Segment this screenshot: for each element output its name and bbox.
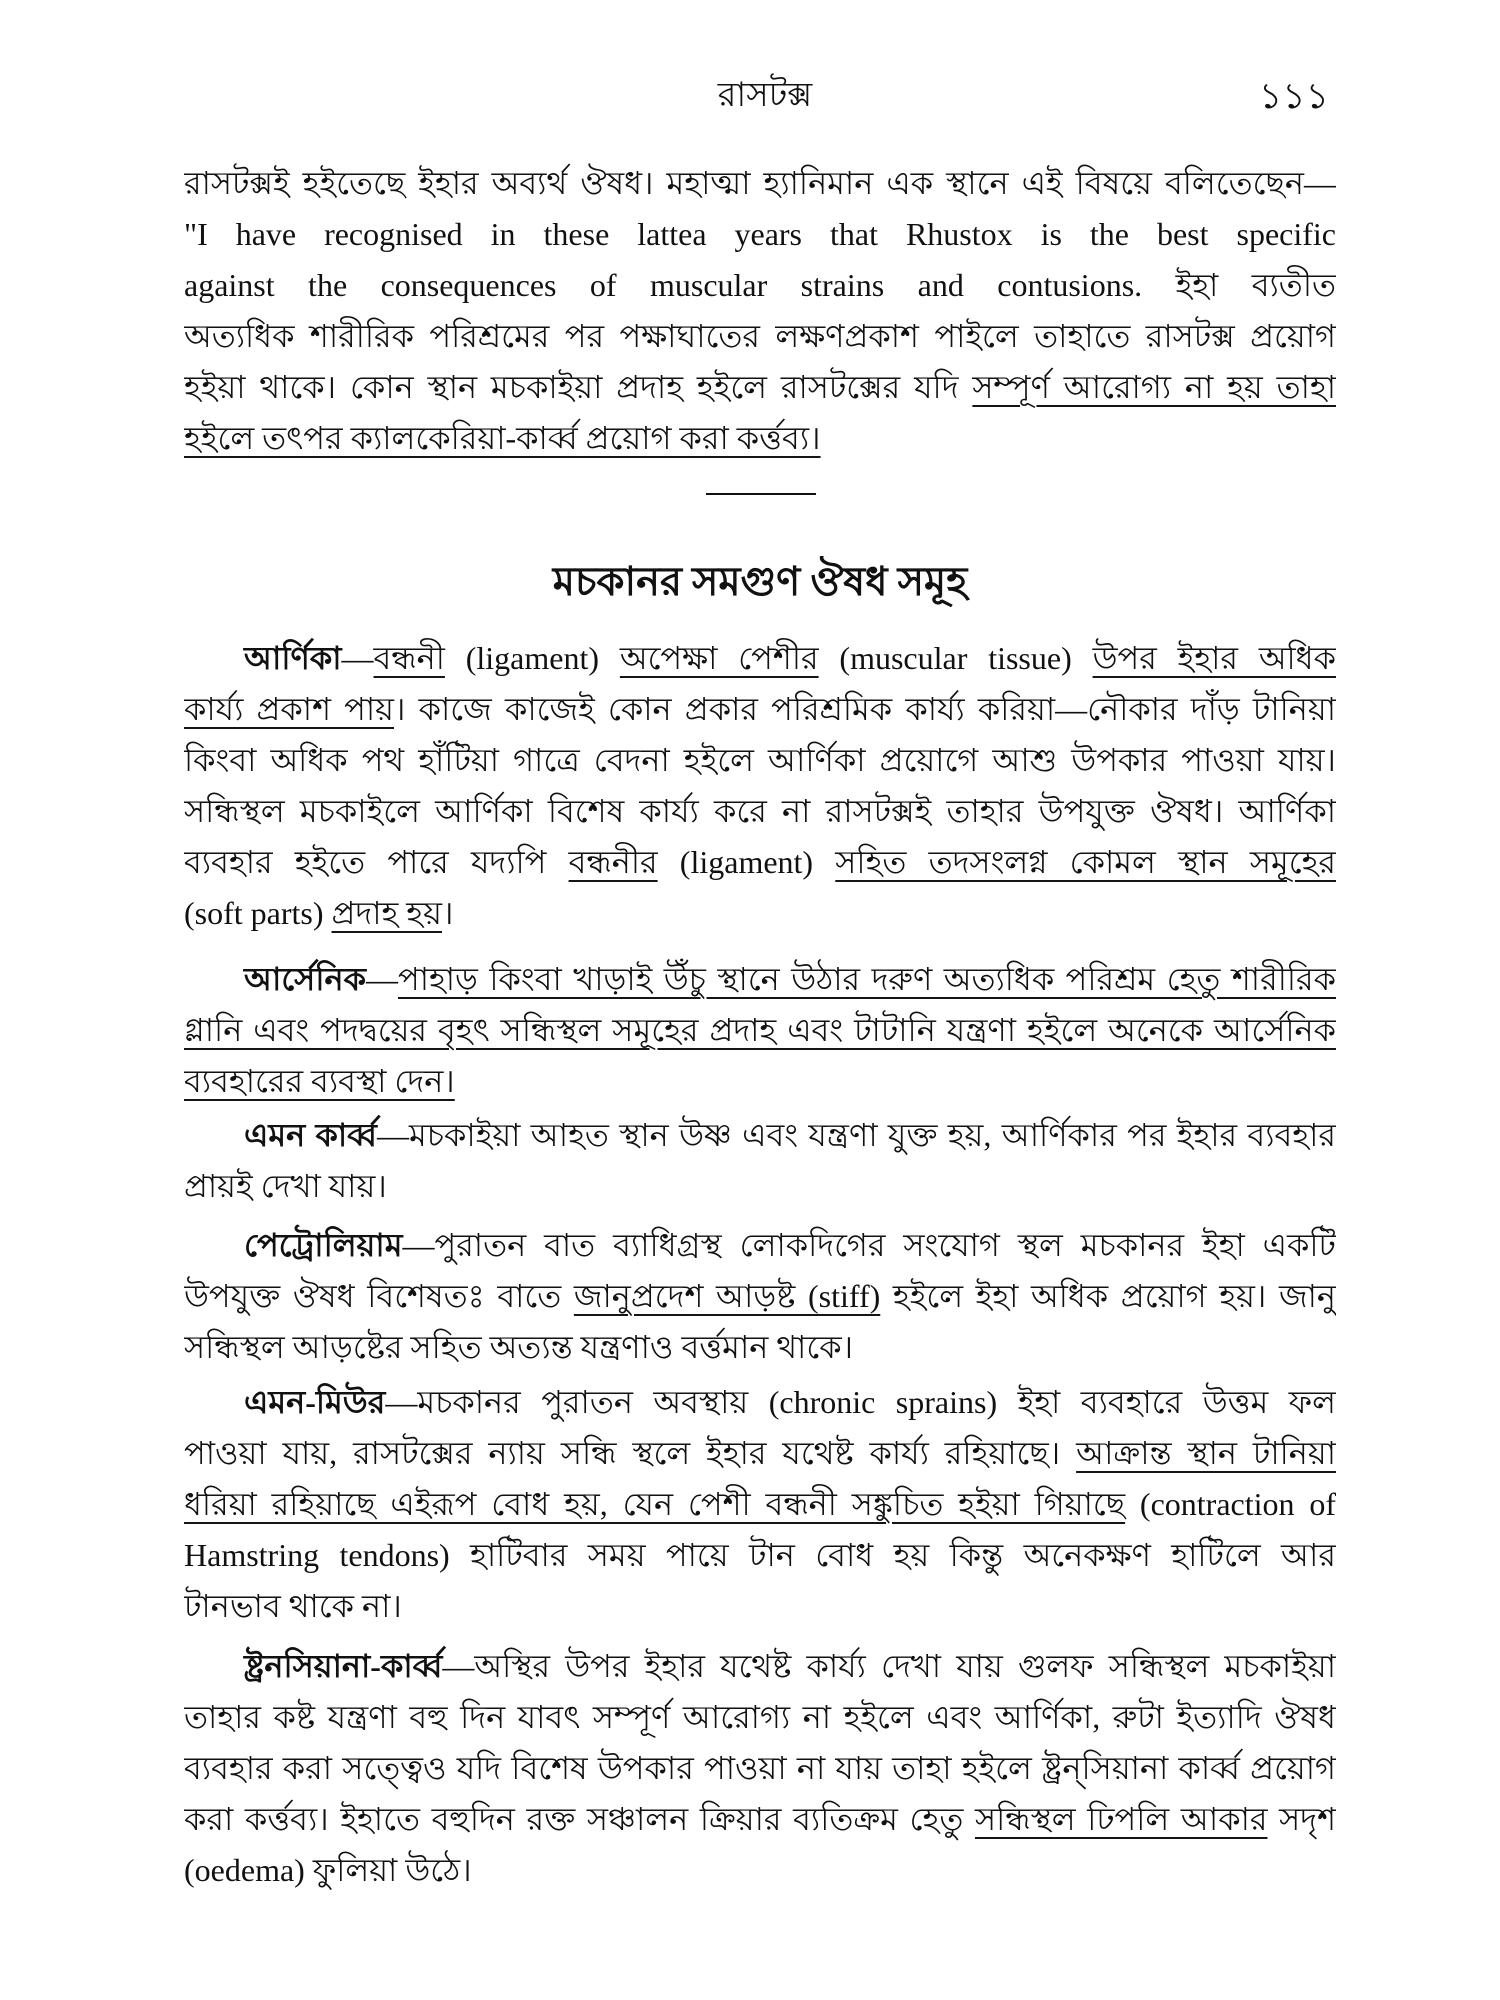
text-run: —মচকানর পুরাতন অবস্থায় (chronic sprains) ইহা ব্যবহারে উত্তম ফল xyxy=(385,1384,1336,1420)
underlined-text: জানুপ্রদেশ আড়ষ্ট (stiff) xyxy=(573,1278,881,1314)
text-line xyxy=(184,786,1336,837)
underlined-text: সন্ধিস্থল ঢিপলি আকার xyxy=(974,1801,1268,1837)
text-run: সদৃশ xyxy=(1267,1801,1336,1837)
text-line xyxy=(184,954,1336,1005)
text-run: —মচকাইয়া আহত স্থান উষ্ণ এবং যন্ত্রণা যুক্ত হয়, আর্ণিকার পর ইহার ব্যবহার xyxy=(376,1117,1336,1153)
text-run: against the consequences of muscular strains and contusions. ইহা ব্যতীত xyxy=(184,267,1336,303)
text-line xyxy=(184,260,1336,311)
underlined-text: ব্যবহারের ব্যবস্থা দেন। xyxy=(184,1063,455,1099)
text-line xyxy=(184,1110,1336,1161)
text-run: (contraction of xyxy=(1125,1486,1336,1522)
text-run: (oedema) ফুলিয়া উঠে। xyxy=(184,1852,472,1888)
text-run: — xyxy=(365,961,398,997)
remedy-name: আর্ণিকা xyxy=(244,640,342,676)
remedy-name: এমন-মিউর xyxy=(244,1384,386,1420)
text-run: কিংবা অধিক পথ হাঁটিয়া গাত্রে বেদনা হইলে আর্ণিকা প্রয়োগে আশু উপকার পাওয়া যায়। xyxy=(184,742,1336,778)
text-run: "I have recognised in these lattea years that Rhustox is the best specific xyxy=(184,216,1336,252)
text-line xyxy=(184,1581,1336,1632)
text-run: রাসটক্সই হইতেছে ইহার অব্যর্থ ঔষধ। মহাত্মা হ্যানিমান এক স্থানে এই বিষয়ে বলিতেছেন— xyxy=(184,165,1336,201)
text-run: —অস্থির উপর ইহার যথেষ্ট কার্য্য দেখা যায় গুলফ সন্ধিস্থল মচকাইয়া xyxy=(442,1648,1336,1684)
text-line xyxy=(184,1377,1336,1428)
underlined-text: সম্পূর্ণ আরোগ্য না হয় তাহা xyxy=(972,369,1336,405)
text-run: হইলে ইহা অধিক প্রয়োগ হয়। জানু xyxy=(880,1278,1336,1314)
remedy-paragraph xyxy=(184,1220,1336,1373)
remedy-paragraph xyxy=(184,954,1336,1107)
remedy-paragraph xyxy=(184,1377,1336,1632)
text-run: প্রায়ই দেখা যায়। xyxy=(184,1168,387,1204)
text-run: পাওয়া যায়, রাসটক্সের ন্যায় সন্ধি স্থলে ইহার যথেষ্ট কার্য্য রহিয়াছে। xyxy=(184,1435,1077,1471)
text-run: —পুরাতন বাত ব্যাধিগ্রস্থ লোকদিগের সংযোগ স্থল মচকানর ইহা একটি xyxy=(402,1227,1336,1263)
text-line xyxy=(184,1743,1336,1794)
text-run: (muscular tissue) xyxy=(818,640,1093,676)
text-run: (ligament) xyxy=(657,844,836,880)
text-line xyxy=(184,1428,1336,1479)
text-run: (ligament) xyxy=(444,640,620,676)
text-line xyxy=(184,1641,1336,1692)
text-run: হইয়া থাকে। কোন স্থান মচকাইয়া প্রদাহ হইলে রাসটক্সের যদি xyxy=(184,369,973,405)
text-line xyxy=(184,837,1336,888)
underlined-text: উপর ইহার অধিক xyxy=(1092,640,1336,676)
text-line xyxy=(184,888,1336,939)
text-line xyxy=(184,311,1336,362)
text-line xyxy=(184,1220,1336,1271)
section-heading: মচকানর সমগুণ ঔষধ সমূহ xyxy=(552,559,968,604)
text-run: টানভাব থাকে না। xyxy=(184,1588,402,1624)
underlined-text: হইলে তৎপর ক্যালকেরিয়া-কার্ব্ব প্রয়োগ করা কর্ত্তব্য। xyxy=(184,420,821,456)
underlined-text: অপেক্ষা পেশীর xyxy=(619,640,819,676)
text-line xyxy=(184,1845,1336,1896)
remedy-name: এমন কার্ব্ব xyxy=(244,1117,377,1153)
remedy-paragraph xyxy=(184,1110,1336,1212)
text-run: । xyxy=(441,895,454,931)
remedy-name: আর্সেনিক xyxy=(244,961,366,997)
text-line xyxy=(184,362,1336,413)
text-line xyxy=(184,1479,1336,1530)
text-line xyxy=(184,1056,1336,1107)
remedy-paragraph xyxy=(184,1641,1336,1896)
underlined-text: আক্রান্ত স্থান টানিয়া xyxy=(1076,1435,1336,1471)
remedy-name: পেট্রোলিয়াম xyxy=(244,1227,403,1263)
text-run: সন্ধিস্থল মচকাইলে আর্ণিকা বিশেষ কার্য্য করে না রাসটক্সই তাহার উপযুক্ত ঔষধ। আর্ণিকা xyxy=(184,793,1336,829)
text-line xyxy=(184,1271,1336,1322)
text-run: Hamstring tendons) হাটিবার সময় পায়ে টান বোধ হয় কিন্তু অনেকক্ষণ হাটিলে আর xyxy=(184,1537,1336,1573)
text-run: তাহার কষ্ট যন্ত্রণা বহু দিন যাবৎ সম্পূর্ণ আরোগ্য না হইলে এবং আর্ণিকা, রুটা ইত্যাদি ঔষধ xyxy=(184,1699,1336,1735)
underlined-text: প্রদাহ হয় xyxy=(331,895,442,931)
underlined-text: কার্য্য প্রকাশ পায় xyxy=(184,691,395,727)
running-title: রাসটক্স xyxy=(717,77,813,114)
intro-paragraph xyxy=(184,158,1336,464)
text-line xyxy=(184,1530,1336,1581)
text-run: । কাজে কাজেই কোন প্রকার পরিশ্রমিক কার্য্য করিয়া—নৌকার দাঁড় টানিয়া xyxy=(394,691,1336,727)
remedy-paragraph xyxy=(184,633,1336,939)
text-line xyxy=(184,1005,1336,1056)
text-line xyxy=(184,1322,1336,1373)
text-run: ব্যবহার হইতে পারে যদ্যপি xyxy=(184,844,569,880)
text-line xyxy=(184,1692,1336,1743)
text-line xyxy=(184,209,1336,260)
text-run: উপযুক্ত ঔষধ বিশেষতঃ বাতে xyxy=(184,1278,574,1314)
text-run: করা কর্ত্তব্য। ইহাতে বহুদিন রক্ত সঞ্চালন ক্রিয়ার ব্যতিক্রম হেতু xyxy=(184,1801,975,1837)
underlined-text: বন্ধনী xyxy=(373,640,445,676)
text-run: অত্যধিক শারীরিক পরিশ্রমের পর পক্ষাঘাতের লক্ষণপ্রকাশ পাইলে তাহাতে রাসটক্স প্রয়োগ xyxy=(184,318,1336,354)
remedy-name: ষ্ট্রনসিয়ানা-কার্ব্ব xyxy=(244,1648,443,1684)
text-line xyxy=(184,413,1336,464)
text-run: (soft parts) xyxy=(184,895,332,931)
text-line xyxy=(184,1161,1336,1212)
underlined-text: ধরিয়া রহিয়াছে এইরূপ বোধ হয়, যেন পেশী বন্ধনী সঙ্কুচিত হইয়া গিয়াছে xyxy=(184,1486,1126,1522)
text-line xyxy=(184,1794,1336,1845)
text-line xyxy=(184,684,1336,735)
underlined-text: পাহাড় কিংবা খাড়াই উঁচু স্থানে উঠার দরুণ অত্যধিক পরিশ্রম হেতু শারীরিক xyxy=(397,961,1336,997)
page-number: ১১১ xyxy=(1258,76,1329,116)
underlined-text: বন্ধনীর xyxy=(568,844,658,880)
text-line xyxy=(184,735,1336,786)
underlined-text: গ্লানি এবং পদদ্বয়ের বৃহৎ সন্ধিস্থল সমূহের প্রদাহ এবং টাটানি যন্ত্রণা হইলে অনেকে আর্সেনিক xyxy=(184,1012,1336,1048)
text-run: — xyxy=(341,640,374,676)
text-run: সন্ধিস্থল আড়ষ্টের সহিত অত্যন্ত যন্ত্রণাও বর্ত্তমান থাকে। xyxy=(184,1329,854,1365)
text-run: ব্যবহার করা সত্ত্বেও যদি বিশেষ উপকার পাওয়া না যায় তাহা হইলে ষ্ট্রন্‌সিয়ানা কার্ব্ব প্রয়োগ xyxy=(184,1750,1336,1786)
underlined-text: সহিত তদসংলগ্ন কোমল স্থান সমূহের xyxy=(835,844,1336,880)
text-line xyxy=(184,633,1336,684)
text-line xyxy=(184,158,1336,209)
